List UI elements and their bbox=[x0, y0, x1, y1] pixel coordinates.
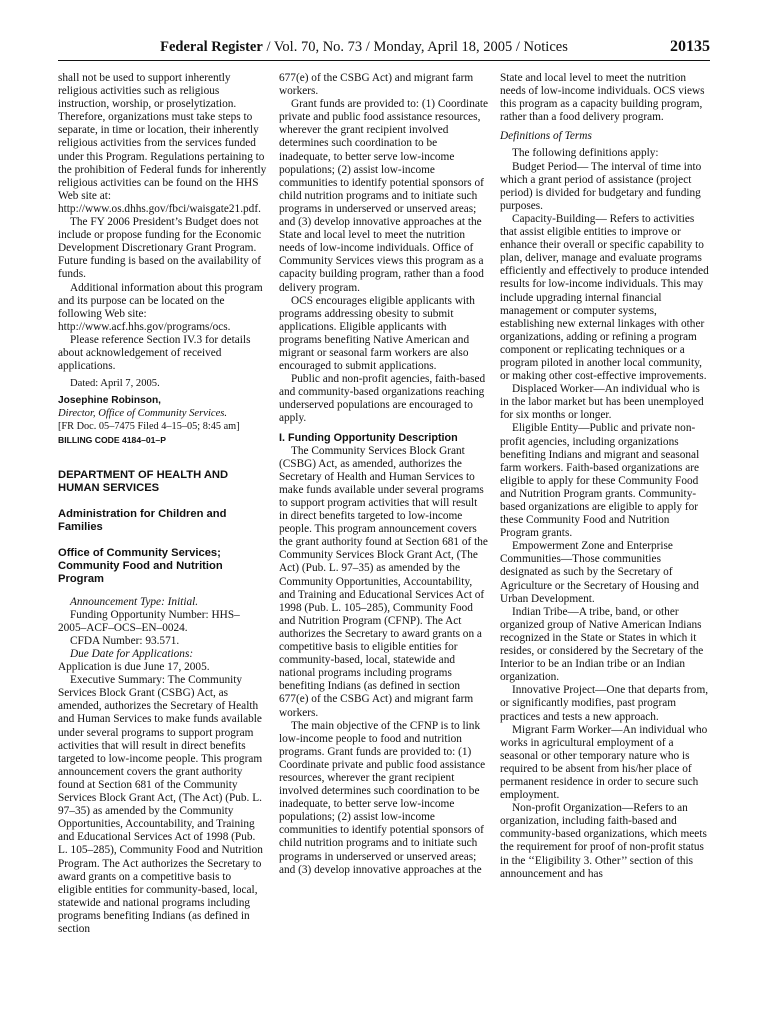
page-header bbox=[58, 38, 710, 61]
paragraph: State and local level to meet the nutrition needs of low-income individuals. OCS views this program as a capacity building program, rather than a food delivery program. bbox=[500, 72, 705, 124]
definition: Indian Tribe—A tribe, band, or other organized group of Native American Indians recognized in the State or States in which it resides, or considered by the Secretary of the Interior to be an Indian tribe or an Indian organization. bbox=[500, 605, 704, 684]
definition: Capacity-Building— Refers to activities that assist eligible entities to improve or enhance their overall or specific capability to plan, deliver, manage and evaluate programs efficiently and effectively to produce intended results for low-income individuals. This may include upgrading internal financial management or computer systems, establishing new external linkages with other organizations, adding or refining a program component or replicating techniques or a program piloted in another local community, or making other cost-effective improvements. bbox=[500, 212, 709, 383]
cfda-number: CFDA Number: 93.571. bbox=[70, 634, 180, 647]
definition: Innovative Project—One that departs from, or significantly modifies, past program practices and tests a new approach. bbox=[500, 684, 709, 723]
paragraph: Grant funds are provided to: (1) Coordinate private and public food assistance resources, wherever the grant recipient involved determines such coordination to be inadequate, to better serve low-income populations; (2) assist low-income communities to identify potential sponsors of child nutrition programs and to initiate such programs in underserved or unserved areas; and (3) develop innovative approaches at the State and local level to meet the nutrition needs of low-income individuals. Office of Community Services views this program as a capacity building program, rather than a food delivery program. bbox=[279, 98, 489, 294]
billing-code: BILLING CODE 4184–01–P bbox=[58, 434, 166, 445]
column-3 bbox=[500, 72, 709, 936]
column-1 bbox=[58, 72, 267, 936]
fr-doc-line: [FR Doc. 05–7475 Filed 4–15–05; 8:45 am] bbox=[58, 421, 240, 433]
executive-summary: Executive Summary: The Community Services Block Grant (CSBG) Act, as amended, authorizes the Secretary of Health and Human Services to make funds available under several programs to support program activities that will result in direct benefits targeted to low-income people. This program announcement covers the grant authority found at Section 681 of the Community Services Block Grant Act, (The Act) (Pub. L. 97–35) as amended by the Community Opportunities, Accountability, and Training and Educational Services Act of 1998 (Pub. L. 105–285), Community Food and Nutrition Program. The Act authorizes the Secretary to award grants on a competitive basis to eligible entities for community-based, local, statewide and national programs including programs benefiting Indians (as defined in section bbox=[58, 674, 263, 935]
section-heading: I. Funding Opportunity Description bbox=[279, 431, 458, 444]
text-columns bbox=[58, 72, 710, 936]
definitions-heading: Definitions of Terms bbox=[500, 130, 592, 143]
definition: Eligible Entity—Public and private non-profit agencies, including organizations benefiting Indians and migrant and seasonal farm workers. Faith-based organizations are eligible to apply for these Community Food and Nutrition Program grants. Community-based organizations are eligible to apply for these Community Food and Nutrition Program grants. bbox=[500, 422, 700, 540]
definition: Empowerment Zone and Enterprise Communities—Those communities designated as such by the Secretary of Agriculture or the Secretary of Housing and Urban Development. bbox=[500, 540, 699, 605]
due-date-label: Due Date for Applications: bbox=[70, 648, 194, 660]
signatory-name: Josephine Robinson, bbox=[58, 395, 162, 407]
definition: Displaced Worker—An individual who is in the labor market but has been unemployed for six months or longer. bbox=[500, 383, 704, 422]
paragraph: Additional information about this program and its purpose can be located on the following Web site: http://www.acf.hhs.gov/programs/ocs. bbox=[58, 281, 263, 333]
issue-details: / Vol. 70, No. 73 / Monday, April 18, 2005 / Notices bbox=[262, 39, 568, 55]
paragraph: OCS encourages eligible applicants with programs addressing obesity to submit applications. Eligible applicants with programs benefiting Native American and migrant or seasonal farm workers are also encouraged to submit applications. bbox=[279, 294, 475, 373]
dated-line: Dated: April 7, 2005. bbox=[70, 378, 160, 390]
paragraph: The Community Services Block Grant (CSBG) Act, as amended, authorizes the Secretary of Health and Human Services to make funds available under several programs to support program activities that will result in direct benefits targeted to low-income people. This program announcement covers the grant authority found at Section 681 of the Community Services Block Grant Act, (The Act) (Pub. L. 97–35) as amended by the Community Opportunities, Accountability, and Training and Educational Services Act of 1998 (Pub. L. 105–285), Community Food and Nutrition Program (CFNP). The Act authorizes the Secretary to award grants on a competitive basis to eligible entities for community-based, local, statewide and national programs including programs benefiting Indians (as defined in section 677(e) of the CSBG Act) and migrant farm workers. bbox=[279, 444, 488, 719]
page-number: 20135 bbox=[670, 38, 710, 55]
definition: Migrant Farm Worker—An individual who works in agricultural employment of a seasonal or other temporary nature who is required to be absent from his/her place of permanent residence in order to secure such employment. bbox=[500, 723, 708, 802]
paragraph: The following definitions apply: bbox=[512, 147, 659, 160]
paragraph: shall not be used to support inherently religious activities such as religious instruction, worship, or proselytization. Therefore, organizations must take steps to separate, in time or location, their inherently religious activities from the services funded under this Program. Regulations pertaining to the prohibition of Federal funds for inherently religious activities can be found on the HHS Web site at: http://www.os.dhhs.gov/fbci/waisgate21.pdf. bbox=[58, 72, 267, 215]
journal-name: Federal Register bbox=[160, 39, 263, 55]
paragraph: Public and non-profit agencies, faith-based and community-based organizations reaching underserved populations are encouraged to apply. bbox=[279, 373, 486, 425]
notice-title: Office of Community Services; Community Food and Nutrition Program bbox=[58, 546, 223, 585]
column-2 bbox=[279, 72, 488, 936]
paragraph: The main objective of the CFNP is to link low-income people to food and nutrition programs. Grant funds are provided to: (1) Coordinate private and public food assistance resources, wherever the grant recipient involved determines such coordination to be inadequate, to better serve low-income populations; (2) assist low-income communities to identify potential sponsors of child nutrition programs and to initiate such programs in underserved or unserved areas; and (3) develop innovative approaches at the bbox=[279, 719, 486, 876]
definition: Non-profit Organization—Refers to an organization, including faith-based and community-based organizations, which meets the requirement for proof of non-profit status in the ‘‘Eligibility 3. Other’’ section of this announcement and has bbox=[500, 802, 707, 880]
signatory-title: Director, Office of Community Services. bbox=[58, 408, 228, 420]
agency-heading: DEPARTMENT OF HEALTH AND HUMAN SERVICES bbox=[58, 468, 229, 494]
due-date: Application is due June 17, 2005. bbox=[58, 661, 210, 674]
paragraph: The FY 2006 President’s Budget does not include or propose funding for the Economic Development Discretionary Grant Program. Future funding is based on the availability of funds. bbox=[58, 216, 262, 281]
header-citation bbox=[58, 39, 670, 56]
announcement-type: Announcement Type: Initial. bbox=[70, 595, 199, 608]
subagency-heading: Administration for Children and Families bbox=[58, 507, 227, 533]
paragraph: Please reference Section IV.3 for details about acknowledgement of received applications. bbox=[58, 333, 251, 373]
funding-opportunity-number: Funding Opportunity Number: HHS–2005–ACF–OCS–EN–0024. bbox=[58, 608, 240, 634]
definition: Budget Period— The interval of time into which a grant period of assistance (project period) is divided for budgetary and funding purposes. bbox=[500, 160, 702, 212]
paragraph: 677(e) of the CSBG Act) and migrant farm workers. bbox=[279, 72, 474, 98]
